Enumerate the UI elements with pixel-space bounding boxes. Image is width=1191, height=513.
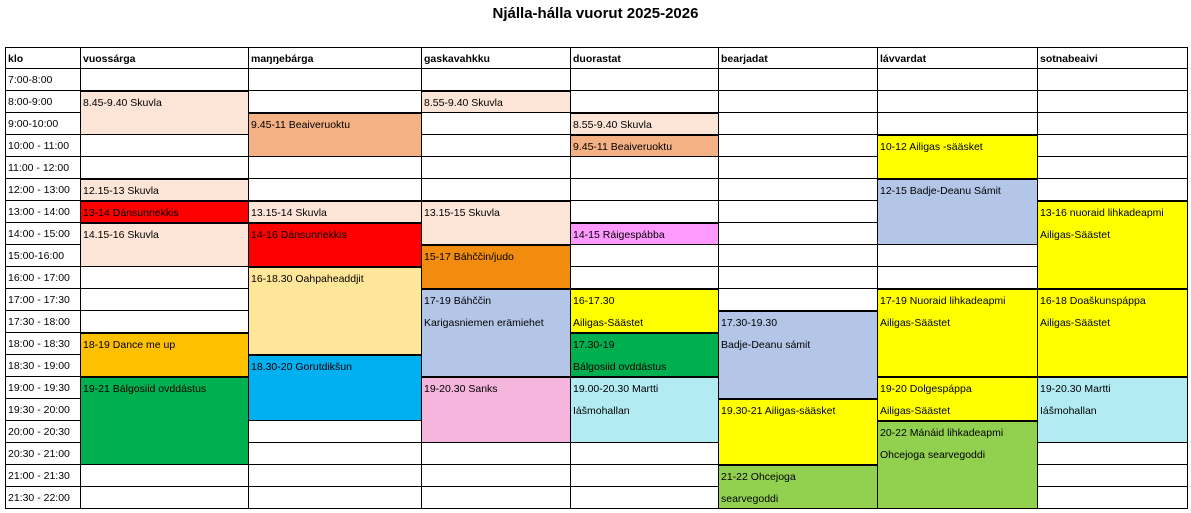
empty-slot [571,245,719,267]
time-cell [5,223,81,245]
header-day [422,47,571,69]
event-label: 16-18.30 Oahpaheaddjit [251,273,364,285]
empty-slot [81,465,249,487]
event-tue-beaiveruoktu[interactable] [249,113,422,157]
time-label: 18:30 - 19:00 [8,360,70,372]
event-label: 12.15-13 Skuvla [83,185,159,197]
event-label: 8.55-9.40 Skuvla [573,119,652,131]
empty-slot [249,69,422,91]
time-cell [5,333,81,355]
time-label: 14:00 - 15:00 [8,228,70,240]
event-mon-dance-me-up[interactable] [81,333,249,377]
empty-slot [1038,113,1188,135]
event-label: Ailigas-Säästet [1040,229,1111,241]
time-label: 8:00-9:00 [8,96,53,108]
empty-slot [422,465,571,487]
empty-slot [719,113,878,135]
header-day [81,47,249,69]
empty-slot [422,443,571,465]
time-label: 17:00 - 17:30 [8,294,70,306]
event-fri-badje-deanu[interactable] [719,311,878,399]
event-sun-nuoraid[interactable] [1038,201,1188,289]
event-sun-martti[interactable] [1038,377,1188,443]
empty-slot [571,267,719,289]
empty-slot [422,113,571,135]
empty-slot [1038,443,1188,465]
header-label: duorastat [573,53,621,65]
empty-slot [719,223,878,245]
empty-slot [571,157,719,179]
event-label: 19.30-21 Ailigas-sääsket [721,405,836,417]
time-cell [5,289,81,311]
empty-slot [571,69,719,91]
event-label: 17-19 Nuoraid lihkadeapmi [880,295,1006,307]
header-day [249,47,422,69]
event-sat-nuoraid[interactable] [878,289,1038,377]
empty-slot [571,179,719,201]
empty-slot [81,135,249,157]
time-cell [5,421,81,443]
empty-slot [422,135,571,157]
empty-slot [1038,465,1188,487]
time-label: 20:00 - 20:30 [8,426,70,438]
event-tue-gorutdiksun[interactable] [249,355,422,421]
time-cell [5,245,81,267]
event-tue-dansunriekkis[interactable] [249,223,422,267]
header-label: sotnabeaivi [1040,53,1098,65]
event-sat-ailigas[interactable] [878,135,1038,179]
event-fri-ohcejoga[interactable] [719,465,878,509]
empty-slot [719,179,878,201]
time-label: 9:00-10:00 [8,118,59,130]
empty-slot [878,69,1038,91]
time-cell [5,487,81,509]
event-label: Ailigas-Säästet [880,405,951,417]
event-sat-manaid[interactable] [878,421,1038,509]
empty-slot [249,465,422,487]
event-wed-sanks[interactable] [422,377,571,443]
empty-slot [719,201,878,223]
empty-slot [1038,157,1188,179]
event-label: 12-15 Badje-Deanu Sámit [880,185,1001,197]
event-label: Iášmohallan [1040,405,1097,417]
empty-slot [571,91,719,113]
time-label: 21:30 - 22:00 [8,492,70,504]
event-label: 13-14 Dánsunriekkis [83,207,179,219]
empty-slot [1038,135,1188,157]
time-cell [5,311,81,333]
time-cell [5,157,81,179]
header-day [571,47,719,69]
event-label: 17.30-19.30 [721,317,778,329]
empty-slot [422,179,571,201]
empty-slot [1038,91,1188,113]
empty-slot [249,443,422,465]
empty-slot [422,487,571,509]
empty-slot [719,135,878,157]
event-label: 13.15-14 Skuvla [251,207,327,219]
empty-slot [571,443,719,465]
event-mon-skuvla-noon[interactable] [81,179,249,201]
event-wed-skuvla-morning[interactable] [422,91,571,113]
event-label: Ailigas-Säästet [880,317,951,329]
empty-slot [878,113,1038,135]
time-label: 13:00 - 14:00 [8,206,70,218]
empty-slot [719,245,878,267]
empty-slot [571,201,719,223]
event-tue-oahpaheaddjit[interactable] [249,267,422,355]
event-fri-ailigas[interactable] [719,399,878,465]
empty-slot [571,465,719,487]
event-label: 13.15-15 Skuvla [424,207,500,219]
time-cell [5,179,81,201]
event-label: 17-19 Báhččin [424,295,492,307]
event-label: 9.45-11 Beaiveruoktu [573,141,673,153]
event-label: 14.15-16 Skuvla [83,229,159,241]
time-label: 15:00-16:00 [8,250,65,262]
time-cell [5,399,81,421]
time-cell [5,91,81,113]
header-day [1038,47,1188,69]
time-label: 7:00-8:00 [8,74,53,86]
event-label: Badje-Deanu sámit [721,339,811,351]
event-thu-martti[interactable] [571,377,719,443]
header-label: gaskavahkku [424,53,490,65]
event-label: 16-17.30 [573,295,615,307]
event-label: 18-19 Dance me up [83,339,176,351]
time-cell [5,267,81,289]
event-label: 19-20.30 Sanks [424,383,498,395]
header-day [719,47,878,69]
time-label: 11:00 - 12:00 [8,162,70,174]
header-label: maŋŋebárga [251,53,314,65]
event-label: 9.45-11 Beaiveruoktu [251,119,351,131]
time-label: 10:00 - 11:00 [8,140,70,152]
empty-slot [878,267,1038,289]
event-sat-badje-deanu[interactable] [878,179,1038,245]
empty-slot [571,487,719,509]
empty-slot [81,487,249,509]
event-wed-skuvla-afternoon[interactable] [422,201,571,245]
time-cell [5,355,81,377]
empty-slot [81,311,249,333]
event-label: 16-18 Doaškunspáppa [1040,295,1146,307]
event-label: 19-21 Bálgosiid ovddástus [83,383,207,395]
empty-slot [422,69,571,91]
event-sun-doaskunspappa[interactable] [1038,289,1188,377]
event-label: 8.45-9.40 Skuvla [83,97,162,109]
header-label: bearjadat [721,53,768,65]
header-day [878,47,1038,69]
empty-slot [1038,69,1188,91]
event-label: Ohcejoga searvegoddi [880,449,986,461]
header-label: vuossárga [83,53,136,65]
time-label: 16:00 - 17:00 [8,272,70,284]
event-label: 20-22 Mánáid lihkadeapmi [880,427,1004,439]
time-cell [5,69,81,91]
time-label: 18:00 - 18:30 [8,338,70,350]
event-label: searvegoddi [721,493,779,505]
event-tue-skuvla[interactable] [249,201,422,223]
schedule-grid [5,47,1188,512]
event-sat-dolgespappa[interactable] [878,377,1038,421]
empty-slot [719,157,878,179]
empty-slot [878,91,1038,113]
time-label: 12:00 - 13:00 [8,184,70,196]
event-thu-balgosiid[interactable] [571,333,719,377]
event-mon-dansunriekkis[interactable] [81,201,249,223]
event-mon-balgosiid[interactable] [81,377,249,465]
event-label: Ailigas-Säästet [1040,317,1111,329]
empty-slot [249,487,422,509]
event-label: 18.30-20 Gorutdikšun [251,361,352,373]
event-mon-skuvla-morning[interactable] [81,91,249,135]
empty-slot [719,267,878,289]
empty-slot [81,157,249,179]
event-label: 19-20.30 Martti [1040,383,1111,395]
event-label: 17.30-19 [573,339,615,351]
header-klo [5,47,81,69]
time-label: 19:30 - 20:00 [8,404,70,416]
empty-slot [878,245,1038,267]
event-label: 14-15 Ráigespábba [573,229,665,241]
time-label: 19:00 - 19:30 [8,382,70,394]
time-cell [5,377,81,399]
event-label: 15-17 Báhččin/judo [424,251,514,263]
empty-slot [1038,179,1188,201]
event-label: 19-20 Dolgespáppa [880,383,972,395]
event-thu-beaiveruoktu[interactable] [571,135,719,157]
time-cell [5,135,81,157]
empty-slot [249,91,422,113]
empty-slot [719,289,878,311]
empty-slot [249,157,422,179]
empty-slot [81,69,249,91]
event-label: Iášmohallan [573,405,630,417]
empty-slot [719,91,878,113]
time-label: 21:00 - 21:30 [8,470,70,482]
event-label: Bálgosiid ovddástus [573,361,667,373]
event-label: 21-22 Ohcejoga [721,471,796,483]
time-label: 20:30 - 21:00 [8,448,70,460]
event-label: 13-16 nuoraid lihkadeapmi [1040,207,1164,219]
empty-slot [81,289,249,311]
event-wed-bahccin-judo[interactable] [422,245,571,289]
time-cell [5,201,81,223]
event-label: Karigasniemen erämiehet [424,317,544,329]
event-label: 14-16 Dánsunriekkis [251,229,347,241]
time-label: 17:30 - 18:00 [8,316,70,328]
empty-slot [81,267,249,289]
event-wed-bahccin[interactable] [422,289,571,377]
empty-slot [1038,487,1188,509]
header-label: lávvardat [880,53,927,65]
event-label: 19.00-20.30 Martti [573,383,659,395]
event-label: Ailigas-Säästet [573,317,644,329]
event-label: 8.55-9.40 Skuvla [424,97,503,109]
event-label: 10-12 Ailigas -sääsket [880,141,983,153]
event-thu-raigespabba[interactable] [571,223,719,245]
empty-slot [422,157,571,179]
empty-slot [719,69,878,91]
time-cell [5,443,81,465]
event-thu-ailigas[interactable] [571,289,719,333]
event-thu-skuvla[interactable] [571,113,719,135]
event-mon-skuvla-afternoon[interactable] [81,223,249,267]
page-title: Njálla-hálla vuorut 2025-2026 [492,5,699,22]
empty-slot [249,421,422,443]
header-label: klo [8,53,24,65]
time-cell [5,465,81,487]
time-cell [5,113,81,135]
empty-slot [249,179,422,201]
